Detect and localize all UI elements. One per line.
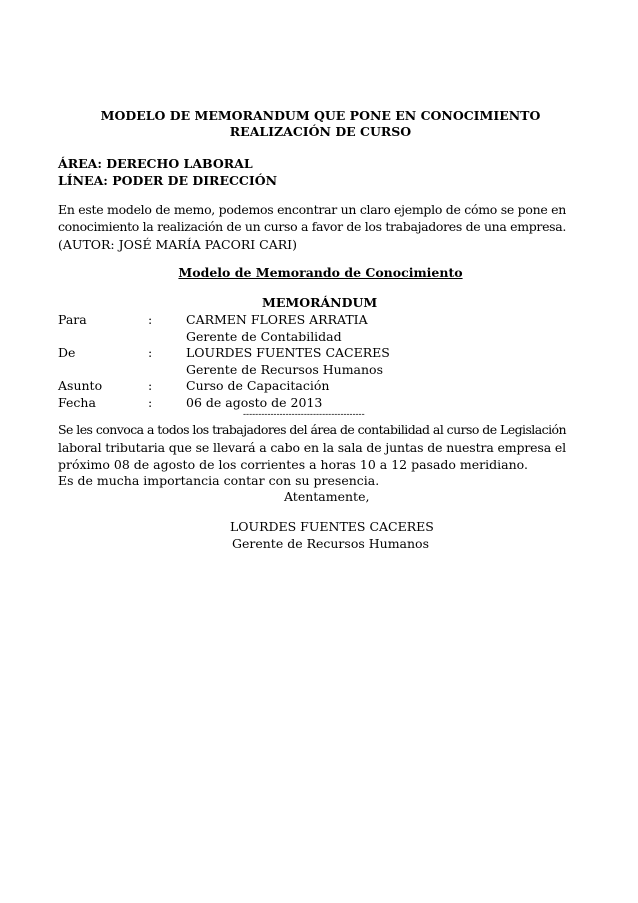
para-colon: : — [148, 312, 153, 327]
linea-heading: LÍNEA: PODER DE DIRECCIÓN — [58, 173, 278, 188]
document-title-line1: MODELO DE MEMORANDUM QUE PONE EN CONOCIMIENTO — [100, 108, 541, 123]
fecha-label: Fecha — [58, 395, 96, 410]
de-value: LOURDES FUENTES CACERES — [186, 345, 390, 360]
asunto-label: Asunto — [58, 378, 103, 393]
de-subtitle: Gerente de Recursos Humanos — [186, 362, 383, 377]
intro-line-3: (AUTOR: JOSÉ MARÍA PACORI CARI) — [58, 237, 297, 252]
body-line-3: próximo 08 de agosto de los corrientes a horas 10 a 12 pasado meridiano. — [58, 457, 528, 472]
separator-line: ---------------------------------------- — [243, 410, 365, 420]
intro-line-1: En este modelo de memo, podemos encontrar un claro ejemplo de cómo se pone en — [58, 202, 566, 217]
para-value: CARMEN FLORES ARRATIA — [186, 312, 368, 327]
intro-line-2: conocimiento la realización de un curso a favor de los trabajadores de una empresa. — [58, 219, 566, 234]
signature-name: LOURDES FUENTES CACERES — [230, 519, 434, 534]
de-label: De — [58, 345, 76, 360]
document-title-line2: REALIZACIÓN DE CURSO — [229, 124, 412, 139]
asunto-colon: : — [148, 378, 153, 393]
fecha-colon: : — [148, 395, 153, 410]
memo-heading: MEMORÁNDUM — [262, 295, 378, 310]
body-line-2: laboral tributaria que se llevará a cabo en la sala de juntas de nuestra empresa el — [58, 440, 566, 455]
para-subtitle: Gerente de Contabilidad — [186, 329, 342, 344]
asunto-value: Curso de Capacitación — [186, 378, 330, 393]
body-line-4: Es de mucha importancia contar con su presencia. — [58, 473, 380, 488]
de-colon: : — [148, 345, 153, 360]
body-line-1: Se les convoca a todos los trabajadores del área de contabilidad al curso de Legislación — [58, 422, 566, 437]
para-label: Para — [58, 312, 87, 327]
fecha-value: 06 de agosto de 2013 — [186, 395, 323, 410]
closing: Atentamente, — [284, 489, 370, 504]
model-title: Modelo de Memorando de Conocimiento — [178, 265, 463, 280]
signature-title: Gerente de Recursos Humanos — [232, 536, 429, 551]
area-heading: ÁREA: DERECHO LABORAL — [58, 156, 253, 171]
